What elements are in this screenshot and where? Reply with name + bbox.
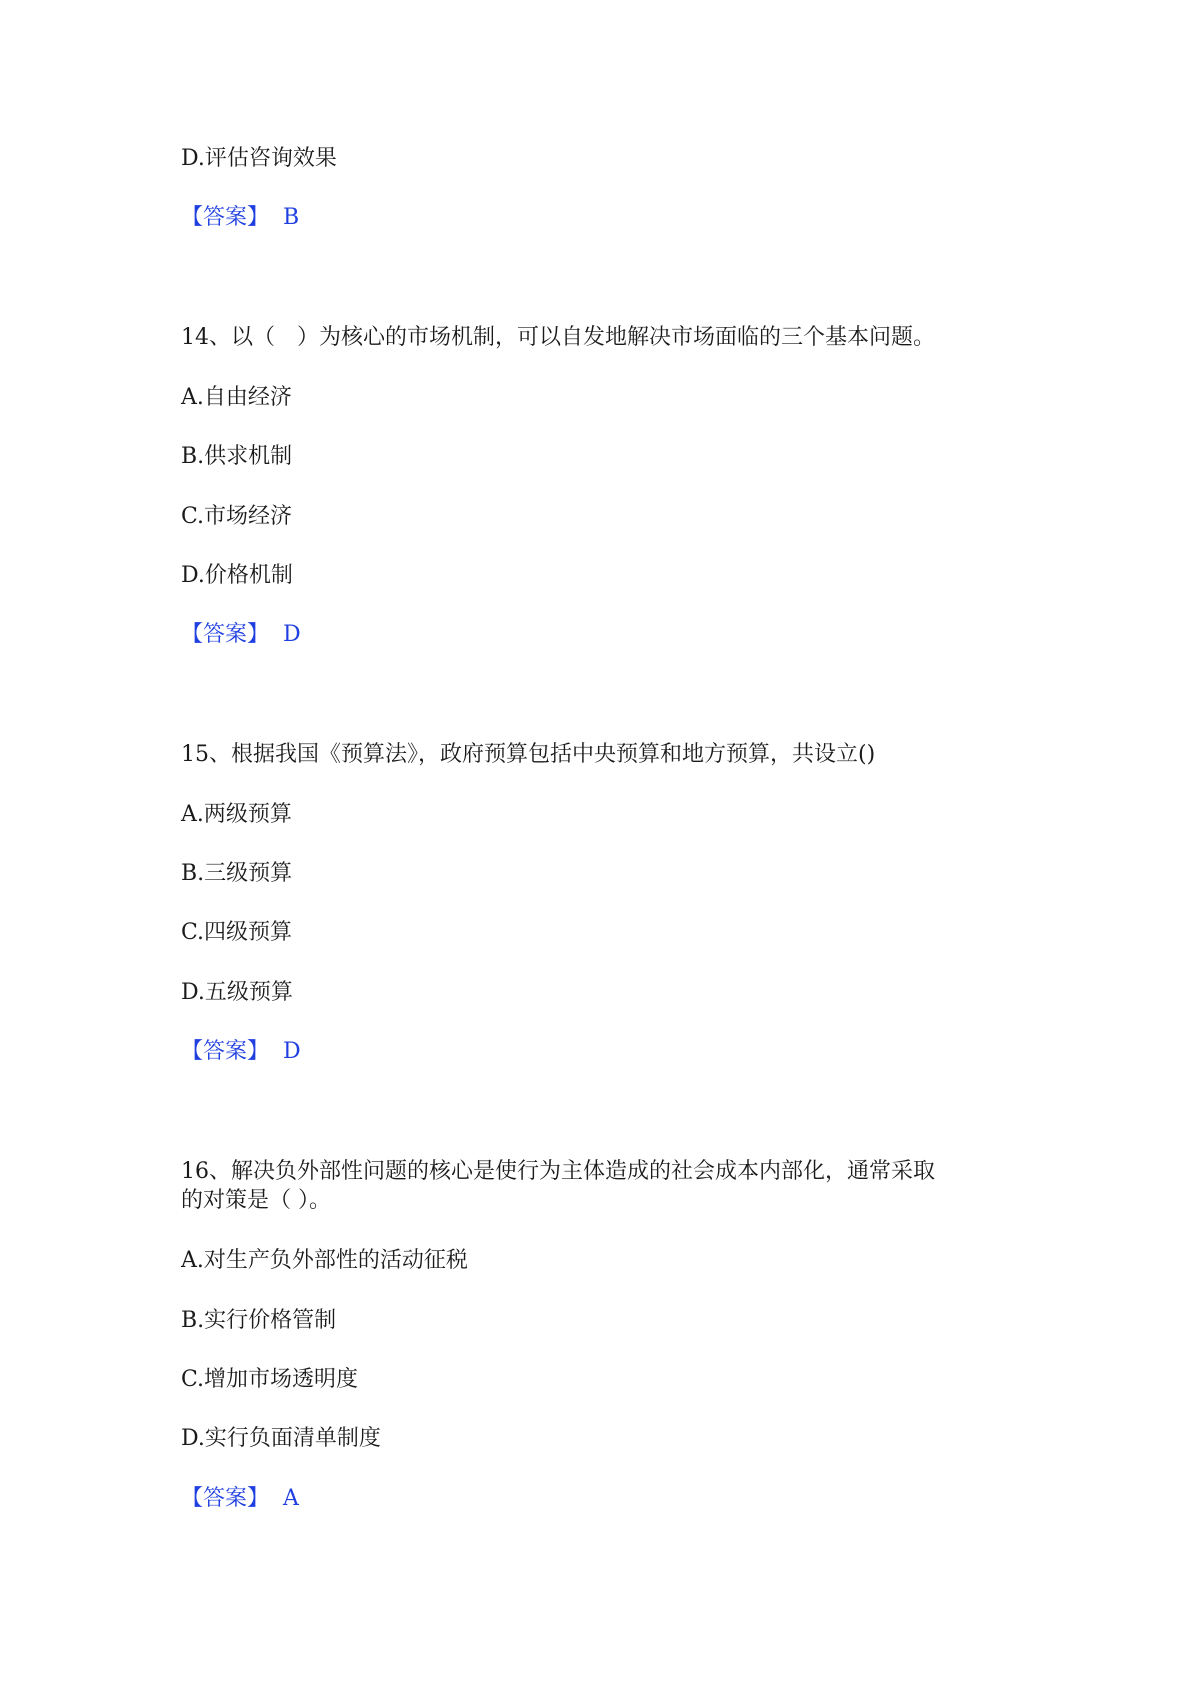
- q16-option-b: B.实行价格管制: [181, 1308, 337, 1333]
- q13-answer: [181, 203, 299, 233]
- q16-option-c: C.增加市场透明度: [181, 1367, 359, 1392]
- q14-option-c: C.市场经济: [181, 504, 293, 529]
- q14-option-b: B.供求机制: [181, 444, 293, 469]
- q15-answer: [181, 1037, 301, 1067]
- q15-option-b: B.三级预算: [181, 861, 293, 886]
- q14-answer-value: D: [283, 622, 301, 647]
- q15-option-d: D.五级预算: [181, 980, 293, 1005]
- q16-question-line1: 16、解决负外部性问题的核心是使行为主体造成的社会成本内部化，通常采取: [181, 1159, 935, 1184]
- q16-answer: [181, 1484, 299, 1514]
- q14-option-d: D.价格机制: [181, 563, 293, 588]
- q15-answer-label: 【答案】: [181, 1039, 270, 1064]
- q16-answer-value: A: [283, 1486, 299, 1511]
- q16-option-d: D.实行负面清单制度: [181, 1426, 381, 1451]
- q14-question: 14、以（ ）为核心的市场机制，可以自发地解决市场面临的三个基本问题。: [181, 325, 935, 350]
- q16-question-line2: 的对策是（ ）。: [181, 1188, 331, 1213]
- q14-option-a: A.自由经济: [181, 385, 292, 410]
- q16-option-a: A.对生产负外部性的活动征税: [181, 1248, 468, 1273]
- q13-answer-label: 【答案】: [181, 205, 270, 230]
- q13-option-d: D.评估咨询效果: [181, 146, 337, 171]
- q13-answer-value: B: [283, 205, 300, 230]
- q14-answer-label: 【答案】: [181, 622, 270, 647]
- q16-answer-label: 【答案】: [181, 1486, 270, 1511]
- q15-option-a: A.两级预算: [181, 802, 292, 827]
- q15-option-c: C.四级预算: [181, 920, 293, 945]
- q15-question: 15、根据我国《预算法》，政府预算包括中央预算和地方预算，共设立(): [181, 742, 876, 767]
- q14-answer: [181, 620, 301, 650]
- q15-answer-value: D: [283, 1039, 301, 1064]
